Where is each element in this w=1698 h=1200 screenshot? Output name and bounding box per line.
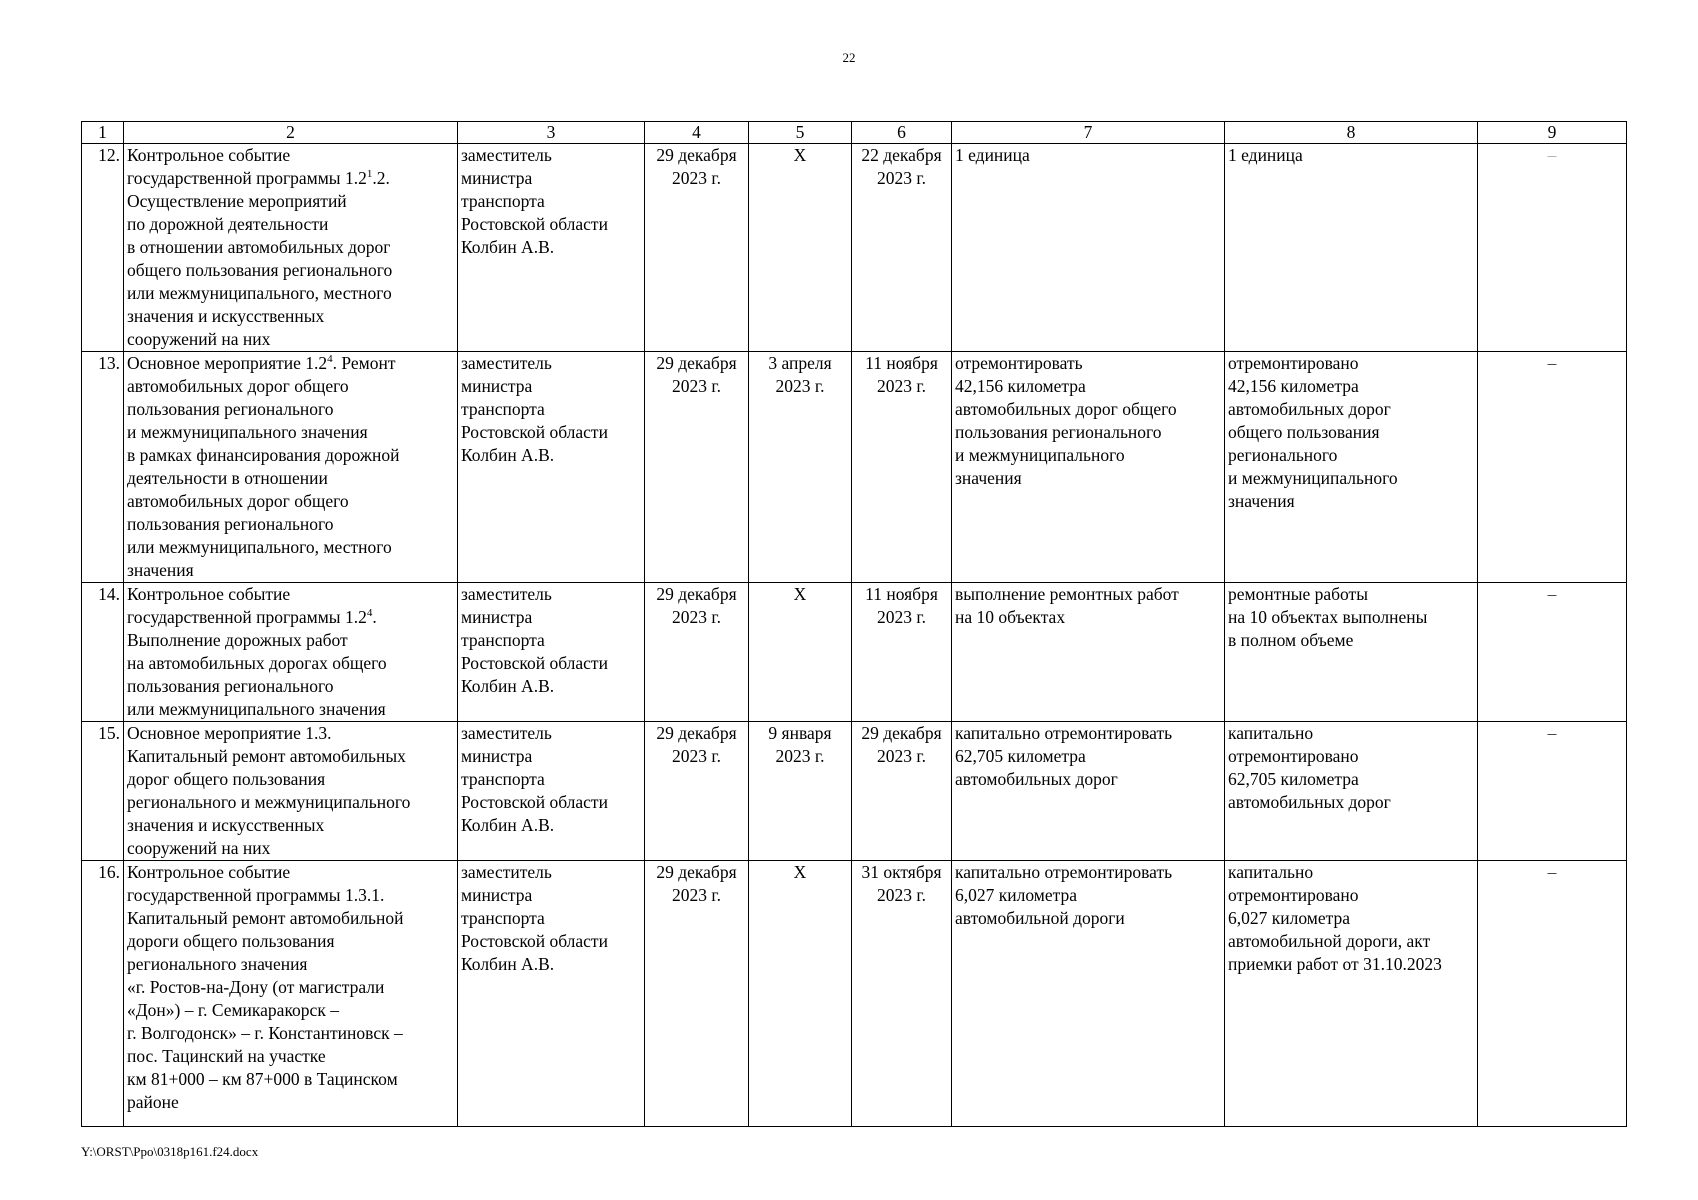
actual-date-cell — [852, 352, 952, 583]
actual-date-cell — [852, 583, 952, 722]
cell-line: 2023 г. — [877, 607, 926, 627]
cell-line: км 81+000 – км 87+000 в Тацинском — [127, 1069, 398, 1089]
cell-line: пользования регионального — [127, 399, 334, 419]
cell-line: 29 декабря — [656, 145, 737, 165]
row-number: 13. — [82, 352, 124, 583]
cell-line: 2023 г. — [672, 607, 721, 627]
cell-line: министра — [461, 746, 533, 766]
planned-date-cell — [645, 144, 749, 352]
planned-date-cell — [645, 583, 749, 722]
cell-line: Выполнение дорожных работ — [127, 630, 348, 650]
cell-line: заместитель — [461, 353, 552, 373]
cell-line: Ростовской области — [461, 422, 608, 442]
cell-line: Основное мероприятие 1.3. — [127, 723, 332, 743]
cell-line: автомобильных дорог — [1228, 399, 1391, 419]
cell-line: или межмуниципального, местного — [127, 283, 392, 303]
column-header: 1 — [82, 122, 124, 144]
cell-line: приемки работ от 31.10.2023 — [1228, 954, 1442, 974]
cell-line: Контрольное событие — [127, 862, 291, 882]
cell-line: дорог общего пользования — [127, 769, 326, 789]
cell-line: 62,705 километра — [955, 746, 1086, 766]
cell-line: 2023 г. — [877, 376, 926, 396]
planned-result-cell — [952, 722, 1225, 861]
actual-result-cell — [1225, 583, 1478, 722]
name-line-tail: .2. — [372, 168, 390, 188]
table-row — [82, 583, 1627, 722]
table-row — [82, 144, 1627, 352]
cell-line: пользования регионального — [955, 422, 1162, 442]
cell-line: значения — [955, 468, 1022, 488]
cell-line: отремонтировать — [955, 353, 1083, 373]
column-header: 3 — [458, 122, 645, 144]
cell-line: деятельности в отношении — [127, 468, 328, 488]
cell-line: значения — [127, 560, 194, 580]
responsible-cell — [458, 144, 645, 352]
cell-line: Осуществление мероприятий — [127, 191, 347, 211]
start-date-cell — [749, 352, 852, 583]
page-number: 22 — [842, 50, 856, 65]
cell-line: министра — [461, 168, 533, 188]
cell-line: государственной программы $1.2^4$. — [127, 607, 377, 627]
notes-cell: – — [1478, 352, 1627, 583]
cell-line: 2023 г. — [775, 746, 825, 766]
planned-result-cell — [952, 352, 1225, 583]
cell-line: заместитель — [461, 584, 552, 604]
cell-line: автомобильной дороги — [955, 908, 1125, 928]
cell-line: ремонтные работы — [1228, 584, 1368, 604]
cell-line: 42,156 километра — [1228, 376, 1359, 396]
cell-line: значения — [1228, 491, 1295, 511]
cell-line: Колбин А.В. — [461, 676, 555, 696]
column-header: 8 — [1225, 122, 1478, 144]
cell-line: X — [793, 145, 807, 165]
planned-result-cell — [952, 144, 1225, 352]
cell-line: регионального значения — [127, 954, 308, 974]
cell-line: «Дон») – г. Семикаракорск – — [127, 1000, 339, 1020]
cell-line: 22 декабря — [861, 145, 942, 165]
cell-line: или межмуниципального значения — [127, 699, 386, 719]
actual-result-cell — [1225, 352, 1478, 583]
cell-line: 6,027 километра — [1228, 908, 1350, 928]
cell-line: на автомобильных дорогах общего — [127, 653, 387, 673]
cell-line: 2023 г. — [877, 168, 926, 188]
cell-line: 29 декабря — [861, 723, 942, 743]
cell-line: Ростовской области — [461, 931, 608, 951]
cell-line: 2023 г. — [672, 746, 721, 766]
start-date-cell — [749, 722, 852, 861]
event-name-cell — [124, 861, 458, 1127]
cell-line: транспорта — [461, 769, 545, 789]
cell-line: автомобильных дорог общего — [127, 491, 349, 511]
name-line-tail: . — [372, 607, 377, 627]
cell-line: X — [793, 862, 807, 882]
cell-line: на 10 объектах выполнены — [1228, 607, 1428, 627]
actual-date-cell — [852, 861, 952, 1127]
row-number: 12. — [82, 144, 124, 352]
cell-line: Колбин А.В. — [461, 237, 555, 257]
cell-line: транспорта — [461, 191, 545, 211]
actual-date-cell — [852, 722, 952, 861]
cell-line: 1 единица — [1228, 145, 1303, 165]
cell-line: 62,705 километра — [1228, 769, 1359, 789]
cell-line: Контрольное событие — [127, 584, 291, 604]
footnote-marker: 1 — [366, 168, 373, 181]
cell-line: 2023 г. — [877, 746, 926, 766]
cell-line: заместитель — [461, 723, 552, 743]
cell-line: дороги общего пользования — [127, 931, 335, 951]
cell-line: по дорожной деятельности — [127, 214, 329, 234]
cell-line: и межмуниципального — [955, 445, 1125, 465]
actual-result-cell — [1225, 861, 1478, 1127]
planned-date-cell — [645, 861, 749, 1127]
event-name-cell — [124, 352, 458, 583]
cell-line: министра — [461, 885, 533, 905]
cell-line: 29 декабря — [656, 862, 737, 882]
cell-line: отремонтировано — [1228, 746, 1359, 766]
cell-line: Контрольное событие — [127, 145, 291, 165]
cell-line: заместитель — [461, 862, 552, 882]
cell-line: капитально отремонтировать — [955, 723, 1173, 743]
cell-line: 2023 г. — [672, 885, 721, 905]
cell-line: общего пользования — [1228, 422, 1380, 442]
table-row — [82, 722, 1627, 861]
event-name-cell — [124, 583, 458, 722]
table-header-row — [82, 122, 1627, 144]
cell-line: автомобильной дороги, акт — [1228, 931, 1431, 951]
footnote-marker: 4 — [327, 353, 333, 366]
cell-line: г. Волгодонск» – г. Константиновск – — [127, 1023, 403, 1043]
row-number: 15. — [82, 722, 124, 861]
start-date-cell — [749, 583, 852, 722]
planned-result-cell — [952, 861, 1225, 1127]
cell-line: 1 единица — [955, 145, 1030, 165]
responsible-cell — [458, 722, 645, 861]
footnote-marker: 4 — [366, 607, 373, 620]
column-header: 2 — [124, 122, 458, 144]
cell-line: регионального — [1228, 445, 1338, 465]
row-number: 14. — [82, 583, 124, 722]
cell-line: Капитальный ремонт автомобильной — [127, 908, 404, 928]
cell-line: выполнение ремонтных работ — [955, 584, 1179, 604]
cell-line: 42,156 километра — [955, 376, 1086, 396]
table-row — [82, 352, 1627, 583]
table-row — [82, 861, 1627, 1127]
cell-line: 29 декабря — [656, 353, 737, 373]
responsible-cell — [458, 352, 645, 583]
column-header: 9 — [1478, 122, 1627, 144]
row-number: 16. — [82, 861, 124, 1127]
cell-line: автомобильных дорог — [1228, 792, 1391, 812]
cell-line: автомобильных дорог общего — [955, 399, 1177, 419]
cell-line: капитально — [1228, 862, 1314, 882]
cell-line: или межмуниципального, местного — [127, 537, 392, 557]
cell-line: транспорта — [461, 399, 545, 419]
cell-line: Капитальный ремонт автомобильных — [127, 746, 406, 766]
cell-line: «г. Ростов-на-Дону (от магистрали — [127, 977, 385, 997]
cell-line: в отношении автомобильных дорог — [127, 237, 391, 257]
name-line-tail: . Ремонт — [332, 353, 396, 373]
notes-cell: – — [1478, 583, 1627, 722]
notes-cell: – — [1478, 144, 1627, 352]
cell-line: 2023 г. — [775, 376, 825, 396]
start-date-cell — [749, 861, 852, 1127]
responsible-cell — [458, 583, 645, 722]
report-table — [81, 121, 1627, 1127]
planned-result-cell — [952, 583, 1225, 722]
cell-line: 9 января — [768, 723, 832, 743]
cell-line: капитально — [1228, 723, 1314, 743]
responsible-cell — [458, 861, 645, 1127]
cell-line: 29 декабря — [656, 723, 737, 743]
column-header: 4 — [645, 122, 749, 144]
actual-result-cell — [1225, 144, 1478, 352]
cell-line: 2023 г. — [672, 376, 721, 396]
cell-line: и межмуниципального значения — [127, 422, 368, 442]
cell-line: отремонтировано — [1228, 353, 1359, 373]
cell-line: транспорта — [461, 908, 545, 928]
cell-line: Ростовской области — [461, 214, 608, 234]
cell-line: министра — [461, 607, 533, 627]
cell-line: заместитель — [461, 145, 552, 165]
planned-date-cell — [645, 352, 749, 583]
cell-line: 3 апреля — [768, 353, 832, 373]
cell-line: министра — [461, 376, 533, 396]
cell-line: районе — [127, 1092, 179, 1112]
cell-line: 31 октября — [861, 862, 942, 882]
actual-result-cell — [1225, 722, 1478, 861]
file-path-footer: Y:\ORST\Ppo\0318p161.f24.docx — [81, 1144, 259, 1159]
cell-line: Ростовской области — [461, 653, 608, 673]
notes-cell: – — [1478, 861, 1627, 1127]
column-header: 5 — [749, 122, 852, 144]
cell-line: 6,027 километра — [955, 885, 1077, 905]
actual-date-cell — [852, 144, 952, 352]
notes-cell: – — [1478, 722, 1627, 861]
cell-line: и межмуниципального — [1228, 468, 1398, 488]
cell-line: регионального и межмуниципального — [127, 792, 411, 812]
cell-line: Основное мероприятие $1.2^4$. Ремонт — [127, 353, 396, 373]
cell-line: Колбин А.В. — [461, 954, 555, 974]
cell-line: отремонтировано — [1228, 885, 1359, 905]
cell-line: автомобильных дорог — [955, 769, 1118, 789]
cell-line: капитально отремонтировать — [955, 862, 1173, 882]
cell-line: государственной программы $1.2^1.2$. — [127, 168, 390, 188]
cell-line: государственной программы 1.3.1. — [127, 885, 385, 905]
cell-line: в рамках финансирования дорожной — [127, 445, 400, 465]
cell-line: 11 ноября — [865, 584, 938, 604]
event-name-cell — [124, 722, 458, 861]
cell-line: 29 декабря — [656, 584, 737, 604]
column-header: 6 — [852, 122, 952, 144]
cell-line: сооружений на них — [127, 329, 271, 349]
cell-line: транспорта — [461, 630, 545, 650]
cell-line: Ростовской области — [461, 792, 608, 812]
cell-line: Колбин А.В. — [461, 815, 555, 835]
cell-line: в полном объеме — [1228, 630, 1354, 650]
cell-line: 2023 г. — [877, 885, 926, 905]
cell-line: сооружений на них — [127, 838, 271, 858]
cell-line: X — [793, 584, 807, 604]
cell-line: на 10 объектах — [955, 607, 1066, 627]
cell-line: автомобильных дорог общего — [127, 376, 349, 396]
cell-line: значения и искусственных — [127, 306, 325, 326]
cell-line: 11 ноября — [865, 353, 938, 373]
cell-line: значения и искусственных — [127, 815, 325, 835]
planned-date-cell — [645, 722, 749, 861]
cell-line: пользования регионального — [127, 676, 334, 696]
cell-line: 2023 г. — [672, 168, 721, 188]
column-header: 7 — [952, 122, 1225, 144]
event-name-cell — [124, 144, 458, 352]
cell-line: пользования регионального — [127, 514, 334, 534]
cell-line: Колбин А.В. — [461, 445, 555, 465]
start-date-cell — [749, 144, 852, 352]
cell-line: общего пользования регионального — [127, 260, 393, 280]
cell-line: пос. Тацинский на участке — [127, 1046, 326, 1066]
